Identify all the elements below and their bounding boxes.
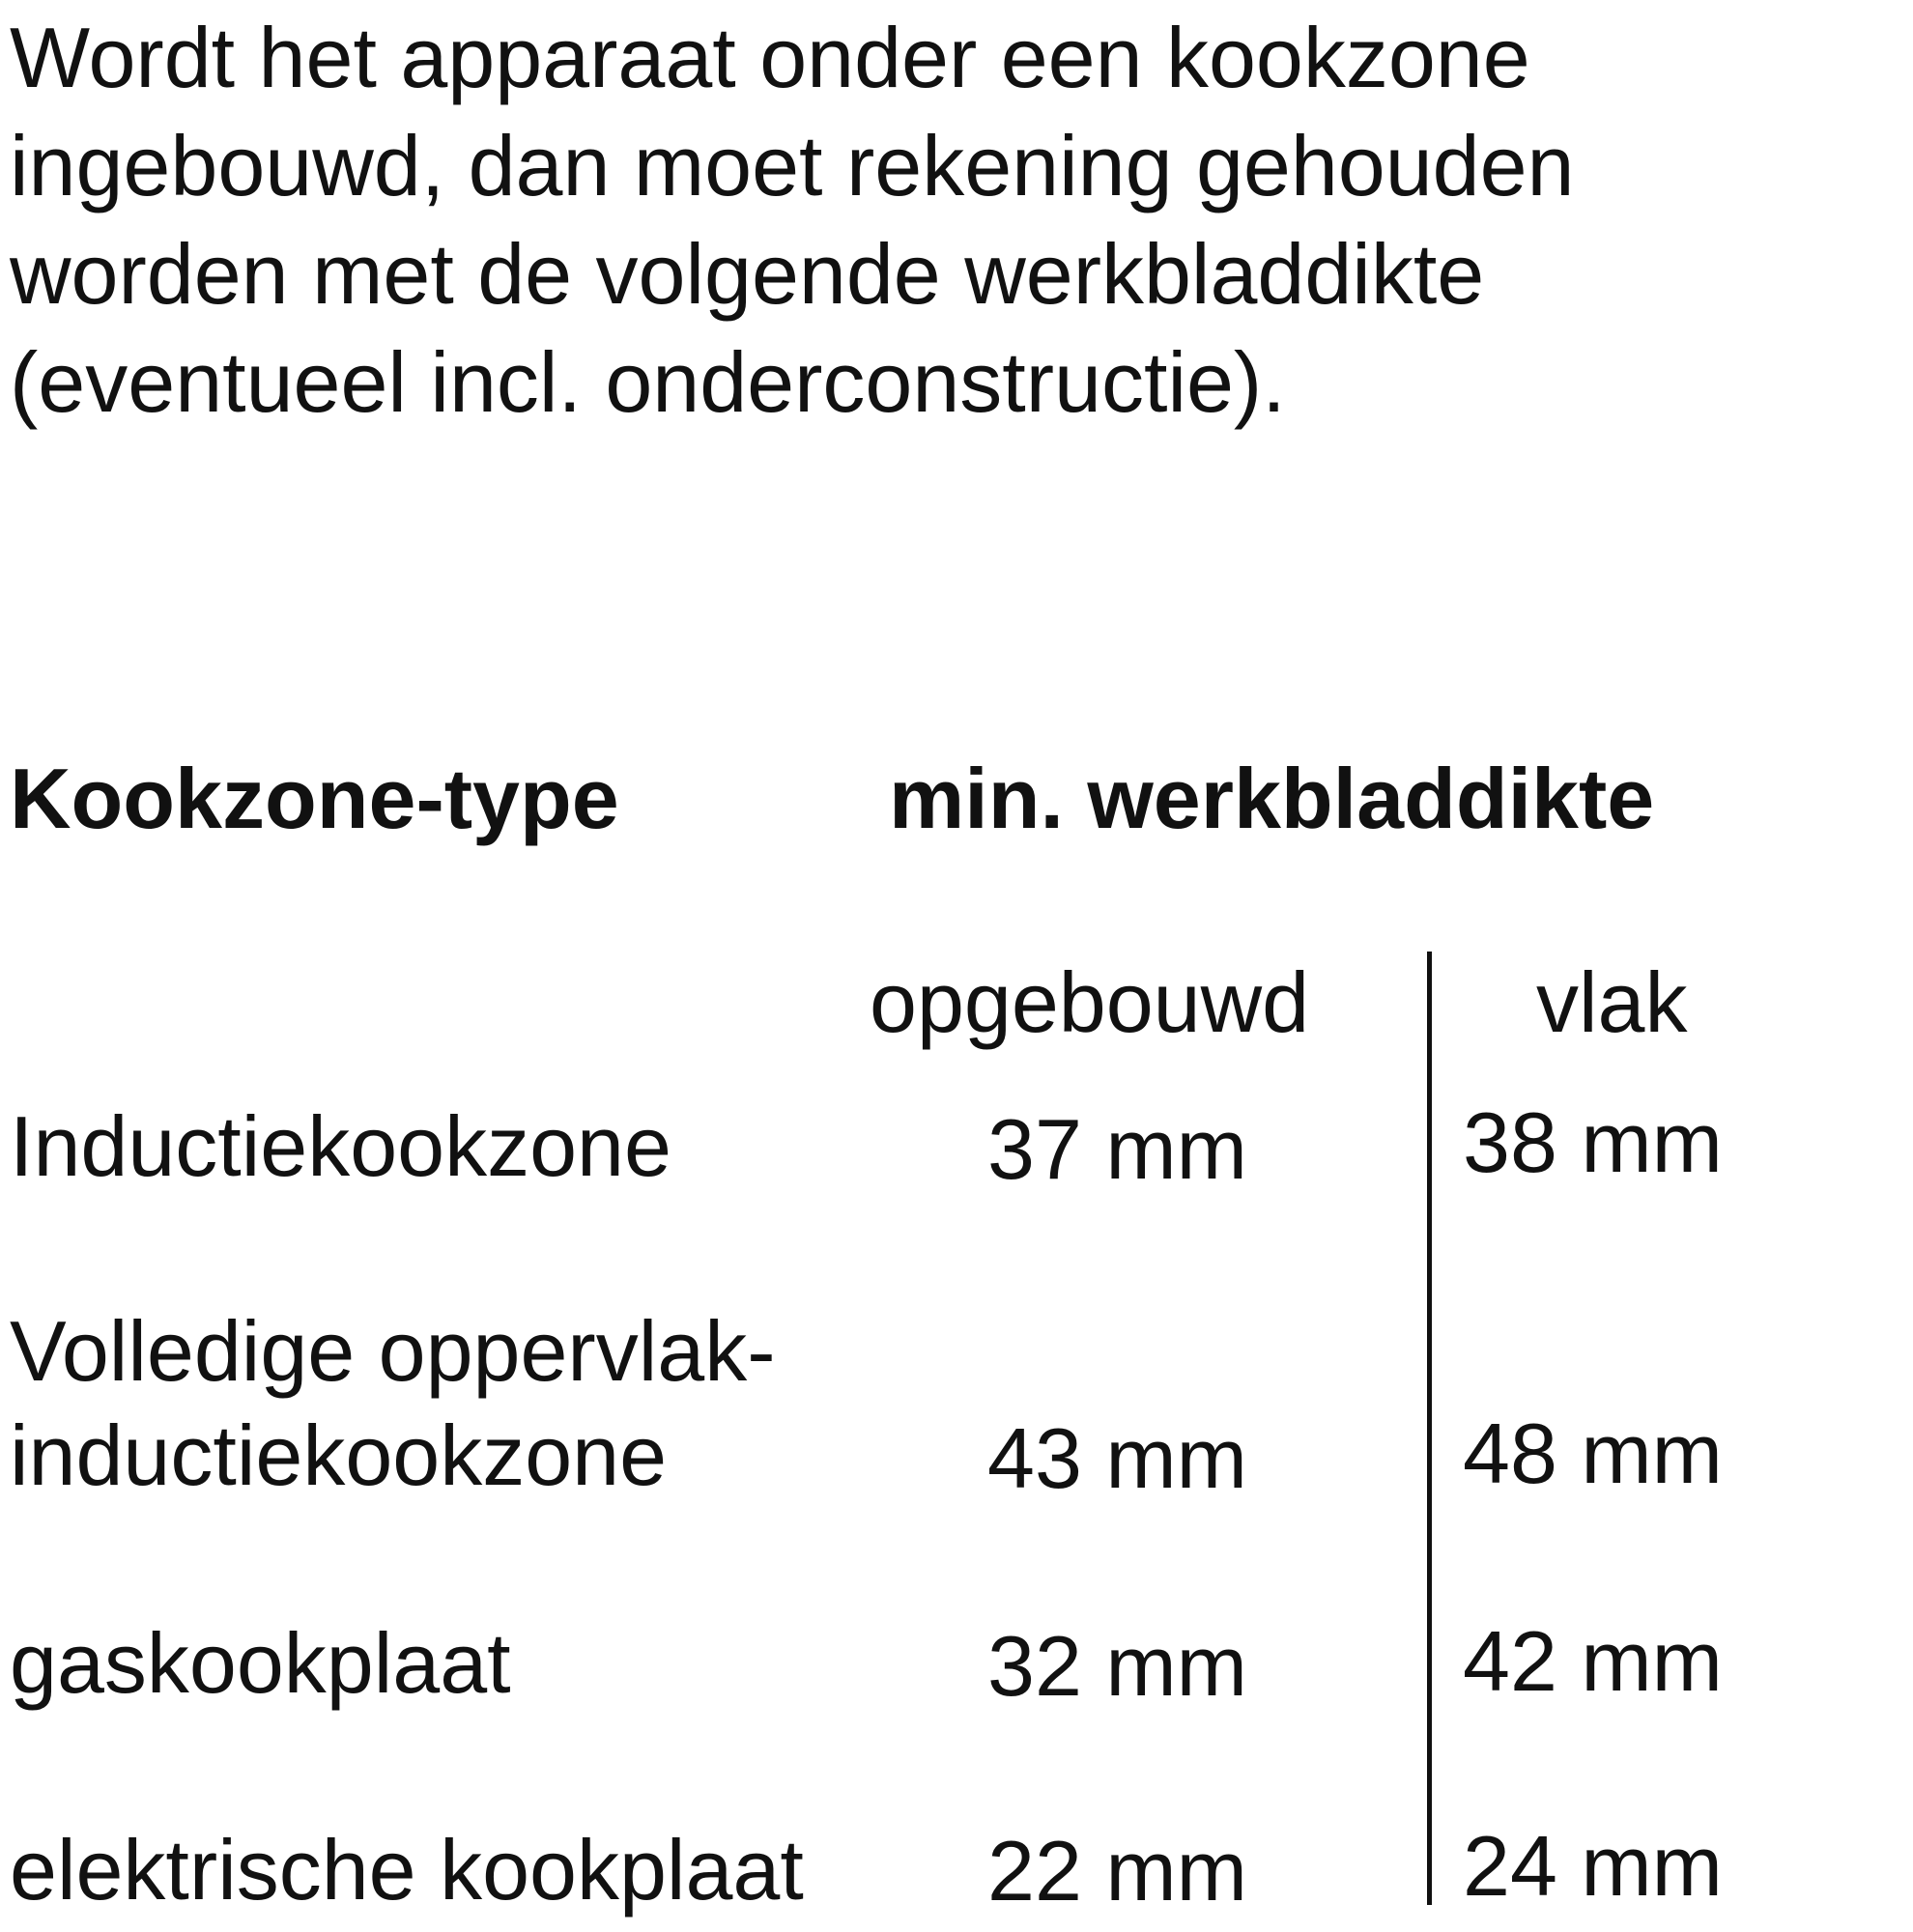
row-label-elektrisch: elektrische kookplaat (10, 1822, 804, 1918)
intro-line: ingebouwd, dan moet rekening gehouden (10, 118, 1575, 213)
value-vlak-volledig: 48 mm (1463, 1406, 1723, 1501)
intro-line: worden met de volgende werkbladdikte (10, 226, 1485, 322)
column-header-type: Kookzone-type (10, 751, 619, 846)
value-vlak-gas: 42 mm (1463, 1613, 1723, 1709)
value-opgebouwd-elektrisch: 22 mm (987, 1823, 1247, 1918)
row-label-volledig (10, 1299, 776, 1508)
row-label-line: inductiekookzone (10, 1407, 668, 1503)
row-label-line: Volledige oppervlak- (10, 1303, 776, 1399)
value-opgebouwd-volledig: 43 mm (987, 1410, 1247, 1506)
value-opgebouwd-inductie: 37 mm (987, 1101, 1247, 1197)
intro-paragraph (10, 4, 1903, 437)
column-divider (1427, 952, 1432, 1905)
subheader-opgebouwd: opgebouwd (870, 954, 1310, 1050)
row-label-gas: gaskookplaat (10, 1615, 511, 1711)
intro-line: (eventueel incl. onderconstructie). (10, 334, 1286, 430)
value-vlak-elektrisch: 24 mm (1463, 1818, 1723, 1914)
value-opgebouwd-gas: 32 mm (987, 1618, 1247, 1714)
subheader-vlak: vlak (1536, 954, 1688, 1050)
value-vlak-inductie: 38 mm (1463, 1094, 1723, 1190)
intro-line: Wordt het apparaat onder een kookzone (10, 10, 1530, 105)
column-header-min-thickness: min. werkbladdikte (889, 751, 1655, 846)
row-label-inductie: Inductiekookzone (10, 1098, 671, 1194)
